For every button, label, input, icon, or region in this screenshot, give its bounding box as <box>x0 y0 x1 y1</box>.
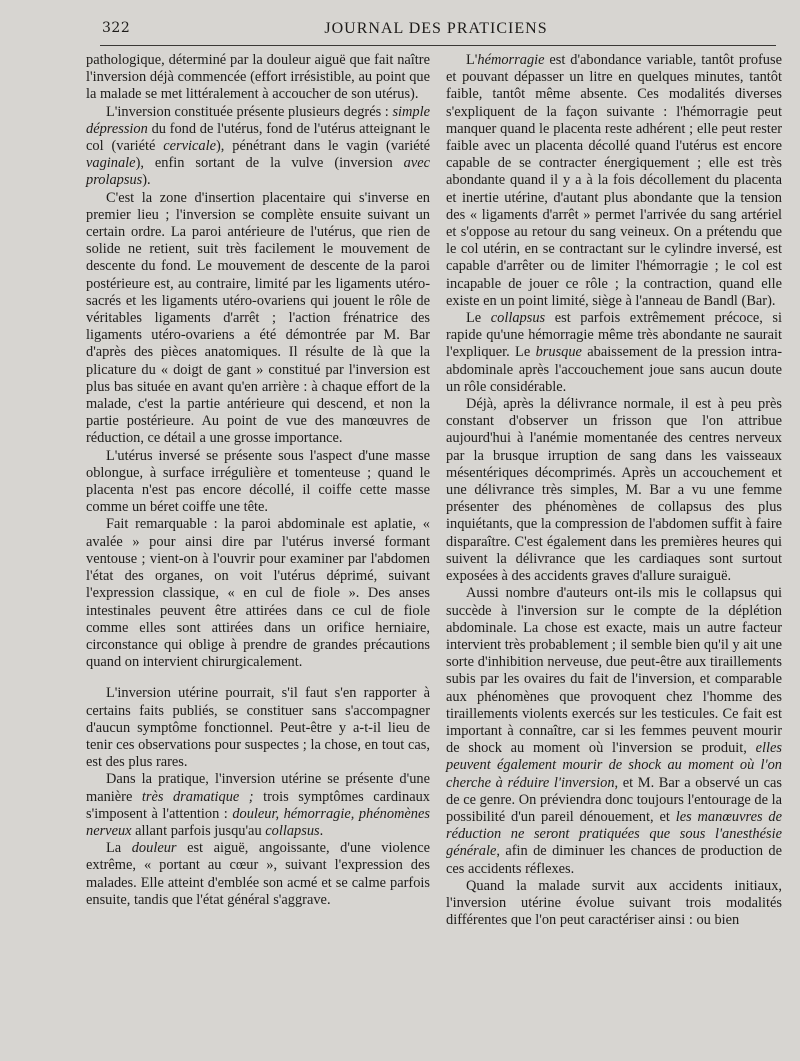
italic-term: douleur <box>131 840 177 857</box>
text-run: ), pénétrant dans le vagin (variété <box>216 138 430 155</box>
paragraph: Fait remarquable : la paroi abdominale est aplatie, « avalée » pour ainsi dire par l'utérus inversé formant ventouse ; vient-on à l'ouvrir pour examiner par l'abdomen l'état des organes, on voit l'utérus déprimé, suivant l'expression classique, « en cul de fiole ». Des anses intestinales peuvent être attirées dans ce cul de fiole comme elles sont attirées dans un orifice herniaire, circonstance qui oblige à prendre de grandes précautions quand on intervient chirurgicalement. <box>86 516 430 671</box>
paragraph: L'utérus inversé se présente sous l'aspect d'une masse oblongue, à surface irrégulière et tomenteuse ; quand le placenta n'est pas encore décollé, il coiffe cette masse comme un béret coiffe une tête. <box>86 447 430 516</box>
italic-term: hémorragie <box>477 52 545 68</box>
italic-term: elles peuvent également mourir de shock au moment où l'on cherche à réduire l'inversion <box>446 740 782 791</box>
paragraph <box>86 840 430 909</box>
text-run: La <box>106 840 122 857</box>
paragraph: pathologique, déterminé par la douleur aiguë que fait naître l'inversion déjà commencée (effort irrésistible, au point que la malade se met littéralement à accoucher de son utérus). <box>86 52 430 103</box>
paragraph <box>446 585 782 877</box>
paragraph: C'est la zone d'insertion placentaire qui s'inverse en premier lieu ; l'inversion se complète ensuite suivant un certain ordre. La paroi antérieure de l'utérus, que rien de solide ne retient, suit très facilement le mouvement de descente du fond. Le mouvement de descente de la paroi postérieure est, au contraire, limité par les ligaments utéro-sacrés et les ligaments utéro-ovariens qui jouent le rôle de véritables ligaments d'arrêt ; l'action frénatrice des ligaments utéro-ovariens a été démontrée par M. Bar d'après des pièces anatomiques. Il résulte de là que la plicature du « doigt de gant » constitué par l'inversion est plus bas située en avant qu'en arrière : à chaque effort de la malade, c'est la partie antérieure qui descend, et non la partie postérieure. Au point de vue des manœuvres de réduction, ce détail a une grosse importance. <box>86 189 430 447</box>
paragraph: Quand la malade survit aux accidents initiaux, l'inversion utérine évolue suivant trois modalités différentes que l'on peut caractériser ainsi : ou bien <box>446 877 782 929</box>
italic-term: collapsus <box>265 822 320 839</box>
text-run: ). <box>142 172 151 189</box>
right-column <box>446 52 782 929</box>
text-run: . <box>319 822 324 839</box>
italic-term: douleur, hémorragie, phénomènes nerveux <box>86 805 430 839</box>
text-run: abaissement de la pression intra-abdominale après l'accouchement joue sans aucun doute un rôle considérable. <box>446 344 782 395</box>
italic-term: les manœuvres de réduction ne seront pratiquées que sous l'anesthésie générale <box>446 808 782 860</box>
header-rule <box>100 45 776 46</box>
text-run: du fond de l'utérus, fond de l'utérus atteignant le col (variété <box>86 120 430 155</box>
text-run: trois symptômes cardinaux s'imposent à l'attention : <box>86 788 430 822</box>
paragraph <box>86 771 430 840</box>
italic-term: collapsus <box>490 310 546 327</box>
paragraph <box>446 310 782 396</box>
text-run: est d'abondance variable, tantôt profuse et pouvant dépasser un litre en quelques minutes, tantôt faible, tantôt même absente. Ces modalités diverses s'expliquent de la façon suivante : l'hémorragie peut manquer quand le placenta reste adhérent ; elle peut rester faible avec un placenta décollé quand l'utérus est encore capable de se contracter énergiquement ; elle est très abondante quand il y a à la fois décollement du placenta et inertie utérine, d'autant plus abondante que la tension des « ligaments d'arrêt » permet l'arrivée du sang artériel et s'oppose au retour du sang veineux. On a prétendu que le col utérin, en se contractant sur le cylindre inversé, est capable d'arrêter ou de limiter l'hémorragie ; le col est incapable de jouer ce rôle ; la contraction, quand elle existe en un point limité, siège à l'anneau de Bandl (Bar). <box>446 52 782 309</box>
paragraph <box>86 104 430 190</box>
paragraph: L'inversion utérine pourrait, s'il faut s'en rapporter à certains faits publiés, se constituer sans s'accompagner d'aucun symptôme fonctionnel. Peut-être y a-t-il lieu de tenir ces observations pour suspectes ; la chose, en tout cas, est des plus rares. <box>86 685 430 771</box>
italic-term: très dramatique ; <box>141 788 254 805</box>
page-number: 322 <box>102 20 131 36</box>
italic-term: simple dépression <box>86 103 431 137</box>
text-run: L' <box>466 52 478 68</box>
paragraph <box>446 52 782 310</box>
italic-term: vaginale <box>86 155 136 172</box>
italic-term: cervicale <box>163 138 217 155</box>
text-run: , et M. Bar a observé un cas de ce genre. On préviendra donc toujours l'entourage de la possibilité d'un pareil dénouement, et <box>446 774 782 825</box>
text-run: Aussi nombre d'auteurs ont-ils mis le collapsus qui succède à l'inversion sur le compte de la déplétion abdominale. La chose est exacte, mais un autre facteur intervient très probablement ; il semble bien qu'il y ait une sorte d'inhibition nerveuse, due peut-être aux tiraillements subis par les ovaires du fait de l'inversion, et comparable aux phénomènes que provoquent chez l'homme des tiraillements violents exercés sur les testicules. Ce fait est important à connaître, car si les femmes peuvent mourir de shock au moment où l'inversion se produit, <box>446 585 782 757</box>
text-run: ), enfin sortant de la vulve (inversion <box>135 155 393 172</box>
text-run: , afin de diminuer les chances de production de ces accidents réflexes. <box>446 843 782 877</box>
italic-term: brusque <box>535 344 582 361</box>
journal-title: JOURNAL DES PRATICIENS <box>324 20 548 37</box>
text-run: Dans la pratique, l'inversion utérine se présente d'une manière <box>86 771 430 805</box>
text-run: allant parfois jusqu'au <box>135 822 262 839</box>
text-run: Le <box>466 310 482 327</box>
italic-term: avec prolapsus <box>86 155 430 189</box>
left-column <box>86 52 430 909</box>
text-run: est parfois extrêmement précoce, si rapide qu'une hémorragie même très abondante ne saurait l'expliquer. Le <box>446 310 782 361</box>
text-run: L'inversion constituée présente plusieurs degrés : <box>106 103 389 120</box>
paragraph: Déjà, après la délivrance normale, il est à peu près constant d'observer un frisson que l'on attribue aujourd'hui à l'anémie momentanée des centres nerveux par la brusque irruption de sang dans les vaisseaux mésentériques décomprimés. Après un accouchement et une délivrance très simples, M. Bar a vu une femme présenter des phénomènes de collapsus des plus inquiétants, que la compression de l'abdomen suffit à faire disparaître. C'est également dans les premières heures qui suivent la délivrance que les cardiaques sont surtout exposées à des accidents graves d'allure suraiguë. <box>446 396 782 585</box>
running-header <box>96 20 776 42</box>
text-run: est aiguë, angoissante, d'une violence extrême, « portant au cœur », suivant l'expression des malades. Elle atteint d'emblée son acmé et se calme parfois ensuite, tandis que l'état général s'aggrave. <box>86 840 430 908</box>
